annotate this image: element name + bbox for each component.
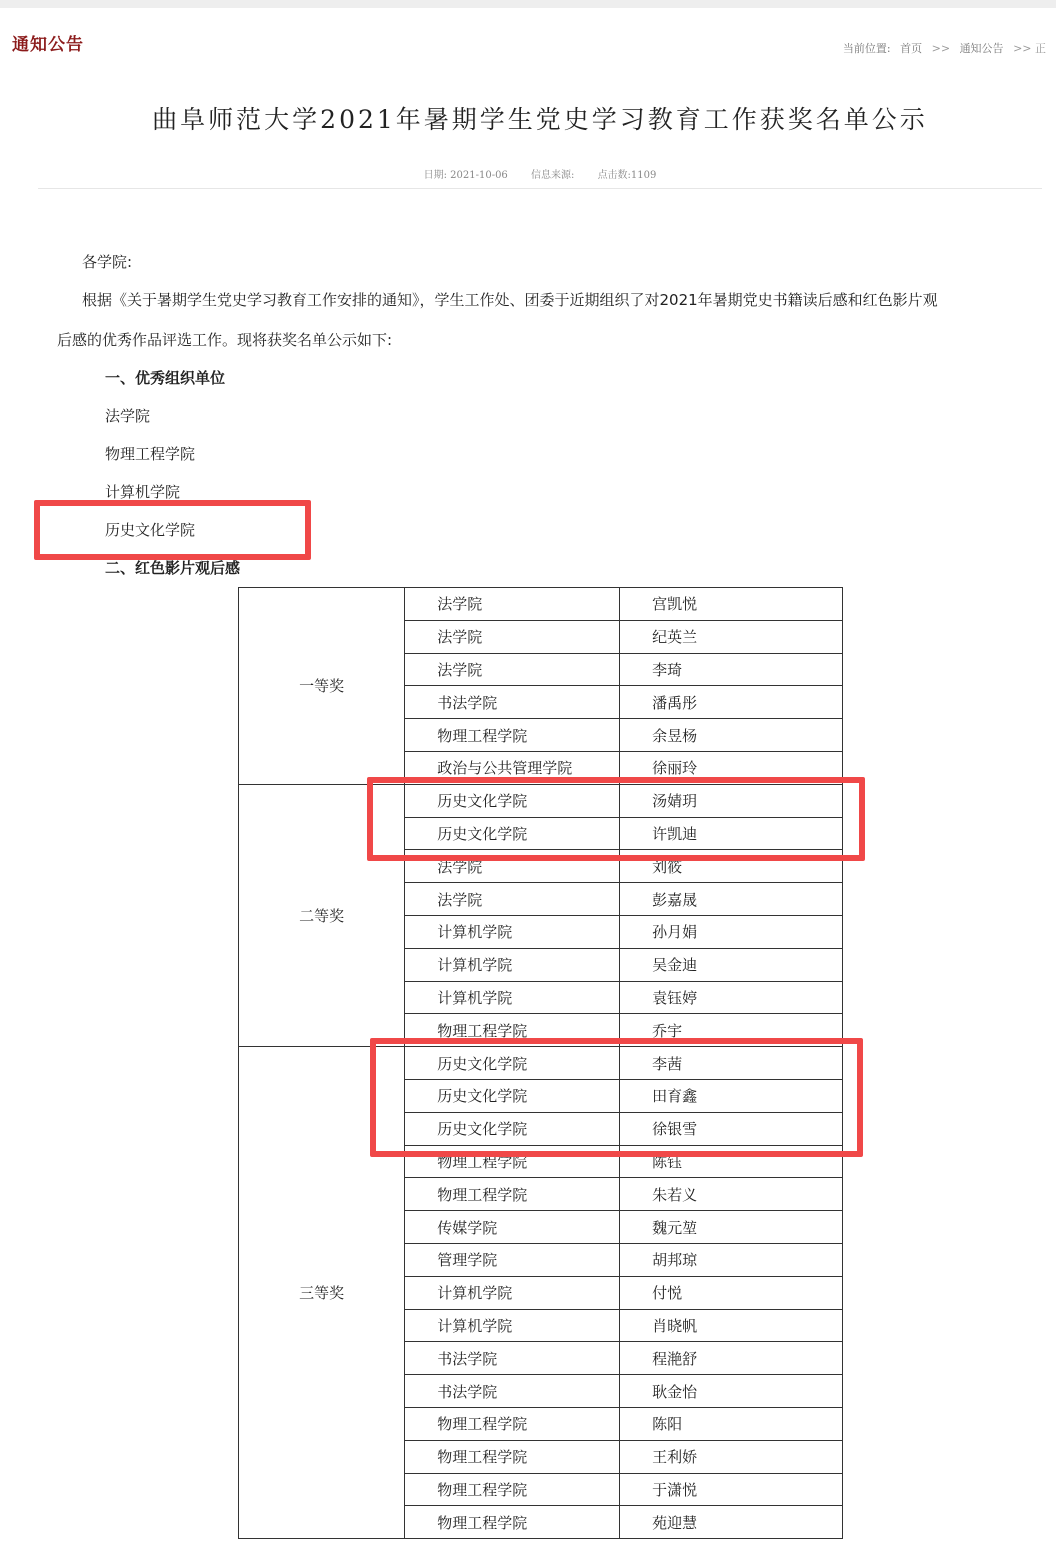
student-name-cell: 彭嘉晟: [620, 883, 843, 916]
student-name-cell: 付悦: [620, 1276, 843, 1309]
college-cell: 书法学院: [405, 686, 620, 719]
student-name-cell: 徐丽玲: [620, 751, 843, 784]
article-clicks: 点击数:1109: [597, 170, 657, 181]
college-cell: 物理工程学院: [405, 719, 620, 752]
student-name-cell: 于潇悦: [620, 1473, 843, 1506]
college-cell: 政治与公共管理学院: [405, 751, 620, 784]
student-name-cell: 宫凯悦: [620, 588, 843, 621]
section2-heading: 二、红色影片观后感: [105, 559, 241, 577]
greeting: 各学院:: [82, 253, 133, 271]
college-cell: 历史文化学院: [405, 1079, 620, 1112]
college-cell: 管理学院: [405, 1243, 620, 1276]
organization-item: 法学院: [105, 407, 151, 425]
student-name-cell: 王利娇: [620, 1440, 843, 1473]
intro-line-2: 后感的优秀作品评选工作。现将获奖名单公示如下:: [57, 331, 393, 349]
divider: [38, 188, 1042, 189]
student-name-cell: 田育鑫: [620, 1079, 843, 1112]
college-cell: 计算机学院: [405, 915, 620, 948]
college-cell: 物理工程学院: [405, 1506, 620, 1539]
college-cell: 法学院: [405, 588, 620, 621]
organization-item: 计算机学院: [105, 483, 181, 501]
college-cell: 历史文化学院: [405, 817, 620, 850]
student-name-cell: 魏元堃: [620, 1211, 843, 1244]
college-cell: 计算机学院: [405, 948, 620, 981]
breadcrumb: [843, 40, 1052, 56]
student-name-cell: 纪英兰: [620, 620, 843, 653]
intro-line-1: 根据《关于暑期学生党史学习教育工作安排的通知》，学生工作处、团委于近期组织了对2021年暑期党史书籍读后感和红色影片观: [82, 291, 938, 309]
college-cell: 物理工程学院: [405, 1014, 620, 1047]
student-name-cell: 苑迎慧: [620, 1506, 843, 1539]
student-name-cell: 李茜: [620, 1047, 843, 1080]
organization-item: 历史文化学院: [105, 521, 196, 539]
student-name-cell: 余昱杨: [620, 719, 843, 752]
college-cell: 计算机学院: [405, 1309, 620, 1342]
college-cell: 物理工程学院: [405, 1473, 620, 1506]
breadcrumb-notices[interactable]: 通知公告: [959, 42, 1004, 55]
student-name-cell: 徐银雪: [620, 1112, 843, 1145]
breadcrumb-separator: >>: [931, 42, 951, 55]
student-name-cell: 吴金迪: [620, 948, 843, 981]
student-name-cell: 程滟舒: [620, 1342, 843, 1375]
section-title[interactable]: 通知公告: [12, 35, 84, 55]
student-name-cell: 刘筱: [620, 850, 843, 883]
college-cell: 书法学院: [405, 1342, 620, 1375]
article-date: 日期: 2021-10-06: [423, 170, 508, 181]
award-level: 二等奖: [239, 784, 405, 1046]
breadcrumb-prefix: 当前位置:: [842, 42, 891, 55]
college-cell: 计算机学院: [405, 1276, 620, 1309]
student-name-cell: 汤婧玥: [620, 784, 843, 817]
highlight-box: [34, 500, 311, 560]
student-name-cell: 袁钰婷: [620, 981, 843, 1014]
student-name-cell: 陈阳: [620, 1407, 843, 1440]
breadcrumb-home[interactable]: 首页: [900, 42, 923, 55]
article-meta: [0, 166, 1056, 181]
student-name-cell: 李琦: [620, 653, 843, 686]
student-name-cell: 耿金怡: [620, 1375, 843, 1408]
student-name-cell: 肖晓帆: [620, 1309, 843, 1342]
highlight-box: [367, 777, 865, 861]
college-cell: 物理工程学院: [405, 1407, 620, 1440]
table-row: [239, 588, 843, 621]
college-cell: 物理工程学院: [405, 1440, 620, 1473]
article-source: 信息来源:: [531, 170, 575, 181]
breadcrumb-current: >> 正: [1013, 42, 1046, 55]
college-cell: 历史文化学院: [405, 784, 620, 817]
college-cell: 法学院: [405, 850, 620, 883]
student-name-cell: 朱若义: [620, 1178, 843, 1211]
college-cell: 法学院: [405, 620, 620, 653]
student-name-cell: 乔宇: [620, 1014, 843, 1047]
award-level: 一等奖: [239, 588, 405, 785]
college-cell: 书法学院: [405, 1375, 620, 1408]
college-cell: 历史文化学院: [405, 1047, 620, 1080]
college-cell: 历史文化学院: [405, 1112, 620, 1145]
college-cell: 法学院: [405, 883, 620, 916]
student-name-cell: 孙月娟: [620, 915, 843, 948]
student-name-cell: 潘禹彤: [620, 686, 843, 719]
student-name-cell: 许凯迪: [620, 817, 843, 850]
student-name-cell: 陈钰: [620, 1145, 843, 1178]
college-cell: 传媒学院: [405, 1211, 620, 1244]
college-cell: 物理工程学院: [405, 1145, 620, 1178]
organization-item: 物理工程学院: [105, 445, 196, 463]
college-cell: 法学院: [405, 653, 620, 686]
college-cell: 物理工程学院: [405, 1178, 620, 1211]
top-bar: [0, 0, 1056, 8]
college-cell: 计算机学院: [405, 981, 620, 1014]
page-title: 曲阜师范大学2021年暑期学生党史学习教育工作获奖名单公示: [152, 105, 928, 134]
section1-heading: 一、优秀组织单位: [105, 369, 226, 387]
student-name-cell: 胡邦琼: [620, 1243, 843, 1276]
award-level: 三等奖: [239, 1047, 405, 1539]
highlight-box: [370, 1038, 863, 1157]
